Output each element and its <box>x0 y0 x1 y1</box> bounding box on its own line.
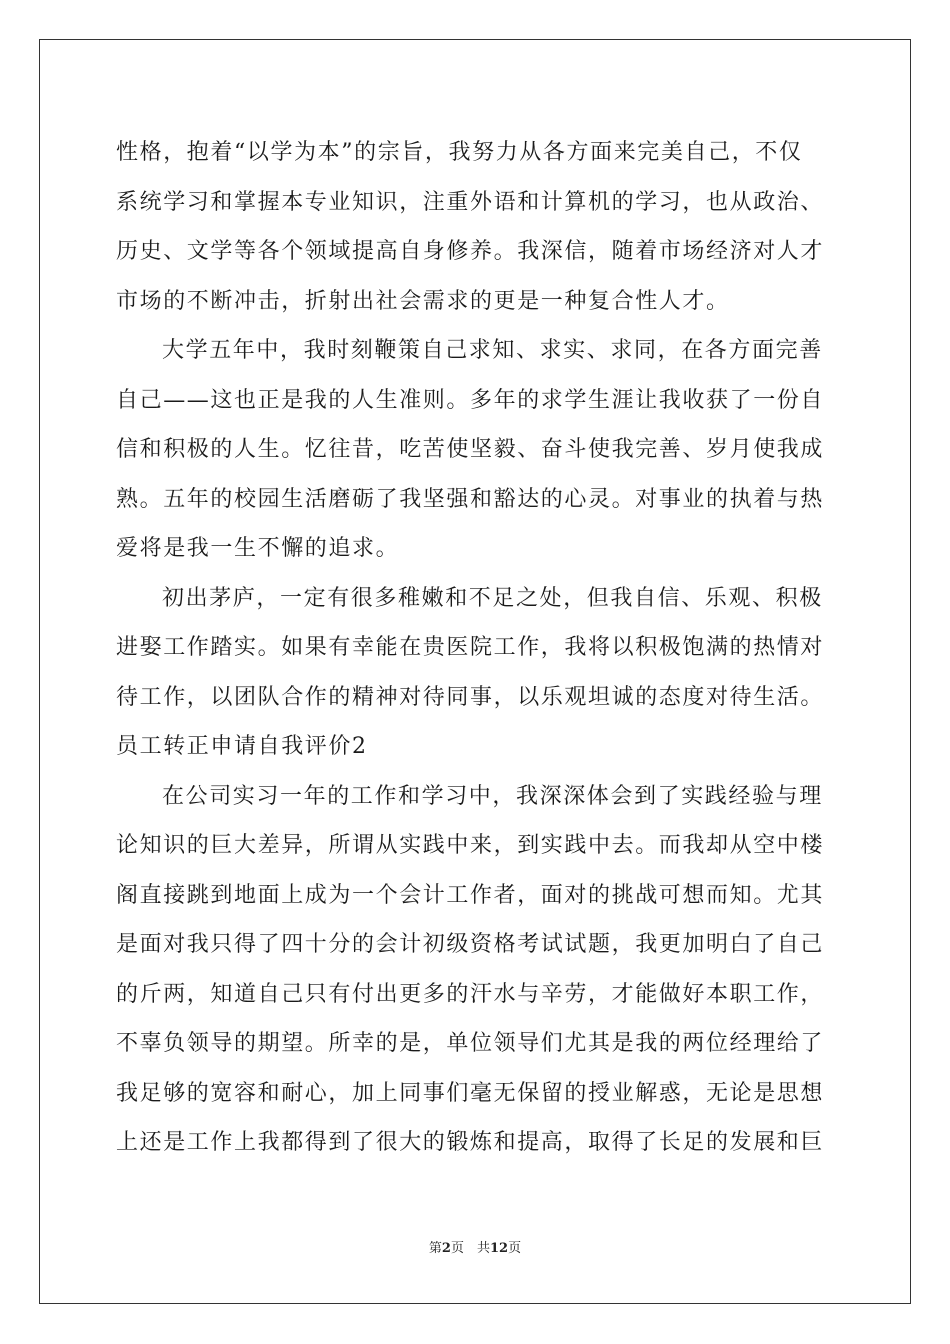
text-line: 是面对我只得了四十分的会计初级资格考试试题，我更加明白了自己 <box>116 932 825 957</box>
footer-current-page: 2 <box>441 1241 451 1256</box>
text-line: 待工作，以团队合作的精神对待同事，以乐观坦诚的态度对待生活。 <box>116 684 825 710</box>
text-line: 不辜负领导的期望。所幸的是，单位领导们尤其是我的两位经理给了 <box>116 1031 825 1056</box>
paragraph-start-line: 初出茅庐，一定有很多稚嫩和不足之处，但我自信、乐观、积极 <box>162 585 823 611</box>
text-line: 市场的不断冲击，折射出社会需求的更是一种复合性人才。 <box>116 288 730 314</box>
text-line: 论知识的巨大差异，所谓从实践中来，到实践中去。而我却从空中楼 <box>116 833 825 858</box>
text-line: 上还是工作上我都得到了很大的锻炼和提高，取得了长足的发展和巨 <box>116 1130 825 1155</box>
text-line: 信和积极的人生。忆往昔，吃苦使坚毅、奋斗使我完善、岁月使我成 <box>116 437 825 462</box>
text-line: 进娶工作踏实。如果有幸能在贵医院工作，我将以积极饱满的热情对 <box>116 635 825 660</box>
text-line: 自己——这也正是我的人生准则。多年的求学生涯让我收获了一份自 <box>116 387 825 413</box>
footer-total-pages: 12 <box>489 1241 509 1256</box>
text-line: 我足够的宽容和耐心，加上同事们毫无保留的授业解惑，无论是思想 <box>116 1080 825 1106</box>
document-body <box>116 128 836 1168</box>
text-line: 性格，抱着“以学为本”的宗旨，我努力从各方面来完美自己，不仅 <box>116 140 803 165</box>
text-line: 的斤两，知道自己只有付出更多的汗水与辛劳，才能做好本职工作， <box>116 981 825 1007</box>
text-line: 阁直接跳到地面上成为一个会计工作者，面对的挑战可想而知。尤其 <box>116 882 825 908</box>
footer-page-suffix: 页 <box>508 1241 522 1256</box>
paragraph-start-line: 在公司实习一年的工作和学习中，我深深体会到了实践经验与理 <box>162 783 823 809</box>
footer-page-mid: 页 共 <box>450 1241 490 1256</box>
text-line: 系统学习和掌握本专业知识，注重外语和计算机的学习，也从政治、 <box>116 189 825 215</box>
page-number-footer <box>0 1237 950 1256</box>
text-line: 爱将是我一生不懈的追求。 <box>116 536 400 561</box>
footer-page-prefix: 第 <box>428 1241 442 1256</box>
section-heading: 员工转正申请自我评价2 <box>116 734 368 759</box>
text-line: 历史、文学等各个领域提高自身修养。我深信，随着市场经济对人才 <box>116 239 825 264</box>
text-line: 熟。五年的校园生活磨砺了我坚强和豁达的心灵。对事业的执着与热 <box>116 486 825 512</box>
paragraph-start-line: 大学五年中，我时刻鞭策自己求知、求实、求同，在各方面完善 <box>162 338 823 363</box>
